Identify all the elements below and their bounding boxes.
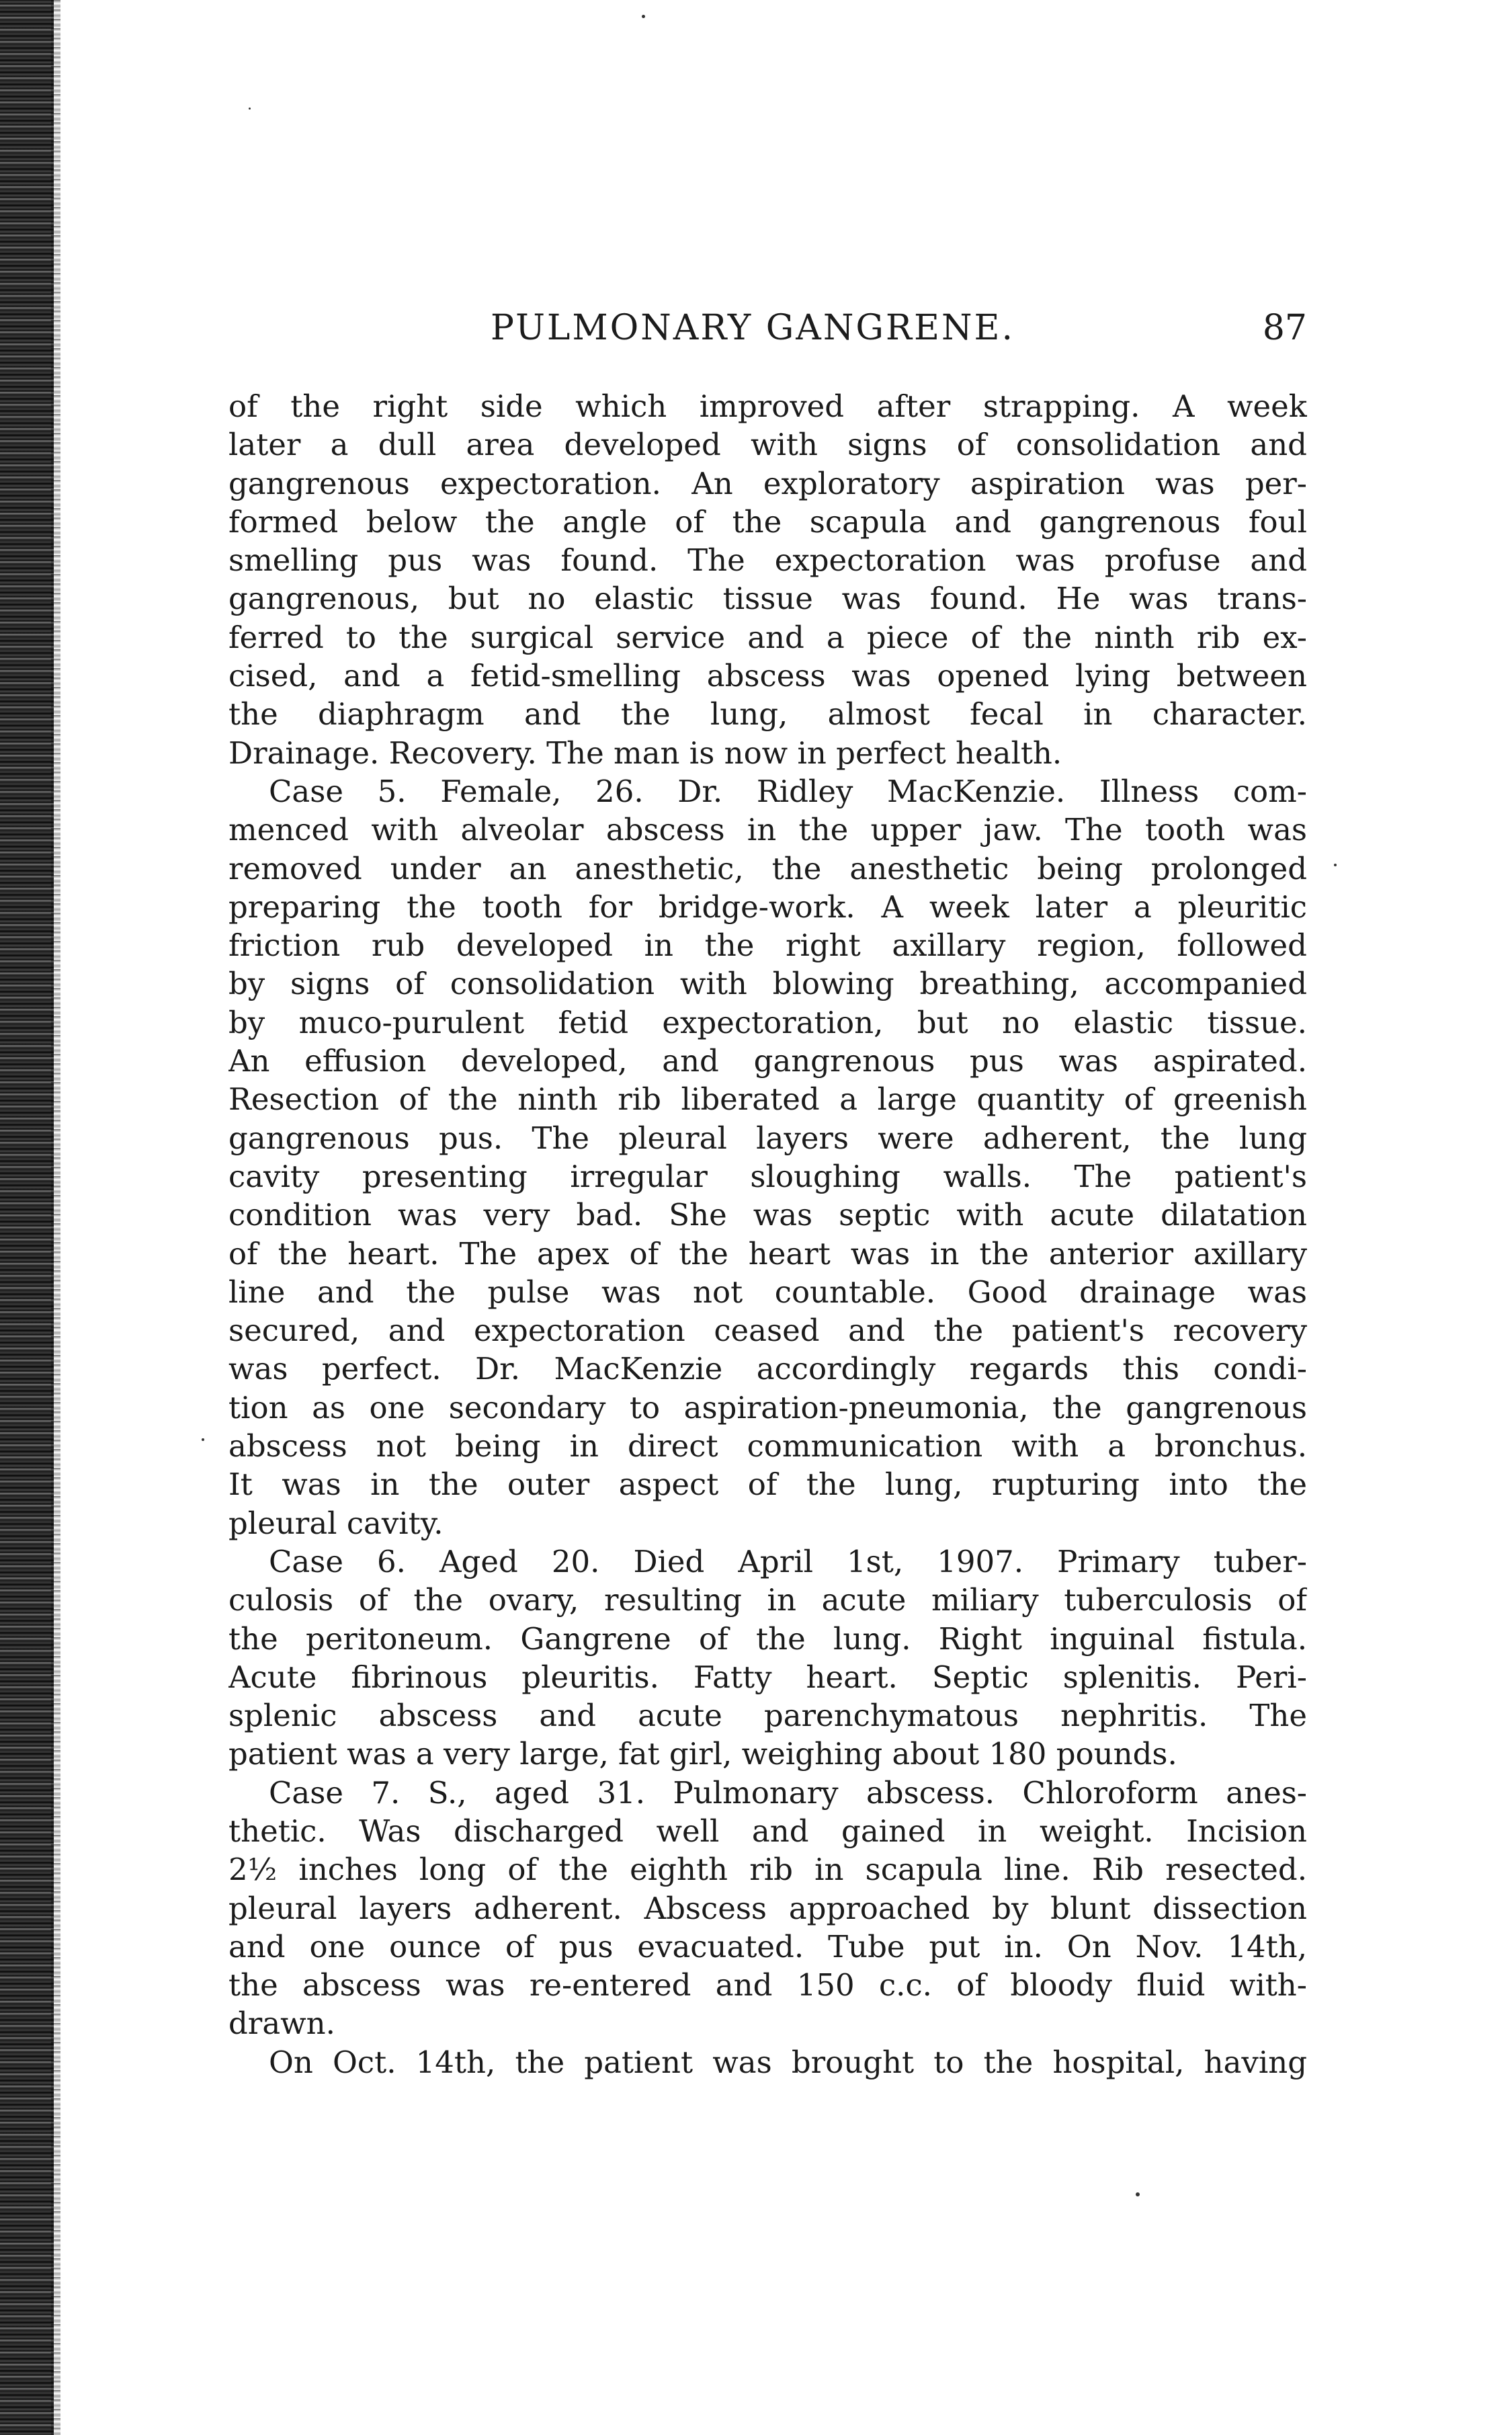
text-line: thetic. Was discharged well and gained in weight. Incision	[228, 1813, 1307, 1849]
text-line: gangrenous pus. The pleural layers were adherent, the lung	[228, 1120, 1307, 1156]
text-line: the diaphragm and the lung, almost fecal in character.	[228, 696, 1307, 733]
text-line: secured, and expectoration ceased and the patient's recovery	[228, 1313, 1307, 1349]
text-line: condition was very bad. She was septic with acute dilatation	[228, 1197, 1307, 1233]
text-line: Resection of the ninth rib liberated a large quantity of greenish	[228, 1081, 1307, 1118]
text-line: by muco-purulent fetid expectoration, but no elastic tissue.	[228, 1004, 1307, 1040]
text-line: 2½ inches long of the eighth rib in scapula line. Rib resected.	[228, 1852, 1307, 1888]
text-line: Acute fibrinous pleuritis. Fatty heart. Septic splenitis. Peri-	[228, 1659, 1307, 1695]
text-line: Drainage. Recovery. The man is now in perfect health.	[228, 735, 1062, 771]
text-line: smelling pus was found. The expectoration was profuse and	[228, 542, 1307, 579]
text-line: drawn.	[228, 2006, 335, 2042]
running-title: PULMONARY GANGRENE.	[491, 308, 1015, 348]
body-text	[228, 387, 1307, 2081]
page-number: 87	[1262, 308, 1307, 348]
text-line: friction rub developed in the right axillary region, followed	[228, 927, 1307, 964]
text-line: It was in the outer aspect of the lung, rupturing into the	[228, 1467, 1307, 1503]
scan-speck	[1334, 864, 1337, 866]
text-line: menced with alveolar abscess in the upper jaw. The tooth was	[228, 812, 1307, 848]
case-heading-line: Case 5. Female, 26. Dr. Ridley MacKenzie. Illness com-	[269, 773, 1307, 809]
text-line: abscess not being in direct communication with a bronchus.	[228, 1428, 1307, 1464]
text-line: by signs of consolidation with blowing breathing, accompanied	[228, 966, 1307, 1002]
text-line: pleural layers adherent. Abscess approached by blunt dissection	[228, 1890, 1307, 1926]
text-line: patient was a very large, fat girl, weighing about 180 pounds.	[228, 1736, 1177, 1772]
scan-binding-edge	[0, 0, 54, 2435]
text-line: tion as one secondary to aspiration-pneumonia, the gangrenous	[228, 1389, 1307, 1426]
text-line: culosis of the ovary, resulting in acute miliary tuberculosis of	[228, 1582, 1307, 1618]
case-heading-line: Case 6. Aged 20. Died April 1st, 1907. Primary tuber-	[269, 1543, 1307, 1579]
text-line: gangrenous, but no elastic tissue was found. He was trans-	[228, 581, 1307, 617]
text-line: preparing the tooth for bridge-work. A week later a pleuritic	[228, 889, 1307, 925]
text-line: of the heart. The apex of the heart was in the anterior axillary	[228, 1235, 1307, 1272]
text-line: cavity presenting irregular sloughing walls. The patient's	[228, 1158, 1307, 1194]
text-line: the abscess was re-entered and 150 c.c. of bloody fluid with-	[228, 1967, 1307, 2004]
text-line: and one ounce of pus evacuated. Tube put in. On Nov. 14th,	[228, 1928, 1307, 1965]
text-line: cised, and a fetid-smelling abscess was opened lying between	[228, 658, 1307, 694]
text-line: On Oct. 14th, the patient was brought to the hospital, having	[269, 2044, 1307, 2080]
text-line: line and the pulse was not countable. Good drainage was	[228, 1274, 1307, 1310]
page-header	[228, 308, 1307, 362]
text-line: was perfect. Dr. MacKenzie accordingly regards this condi-	[228, 1351, 1307, 1387]
text-line: An effusion developed, and gangrenous pus was aspirated.	[228, 1043, 1307, 1079]
text-line: formed below the angle of the scapula and gangrenous foul	[228, 503, 1307, 540]
scan-speck	[1136, 2192, 1140, 2196]
case-heading-line: Case 7. S., aged 31. Pulmonary abscess. Chloroform anes-	[269, 1774, 1307, 1811]
scan-speck	[202, 1438, 204, 1441]
text-line: of the right side which improved after strapping. A week	[228, 388, 1307, 424]
text-line: the peritoneum. Gangrene of the lung. Right inguinal fistula.	[228, 1620, 1307, 1657]
text-line: ferred to the surgical service and a piece of the ninth rib ex-	[228, 619, 1307, 655]
text-line: splenic abscess and acute parenchymatous nephritis. The	[228, 1698, 1307, 1734]
scan-speck	[249, 108, 251, 110]
scan-speck	[642, 15, 645, 18]
text-line: removed under an anesthetic, the anesthetic being prolonged	[228, 850, 1307, 886]
text-line: gangrenous expectoration. An exploratory aspiration was per-	[228, 465, 1307, 501]
text-line: pleural cavity.	[228, 1505, 444, 1541]
text-line: later a dull area developed with signs of consolidation and	[228, 427, 1307, 463]
